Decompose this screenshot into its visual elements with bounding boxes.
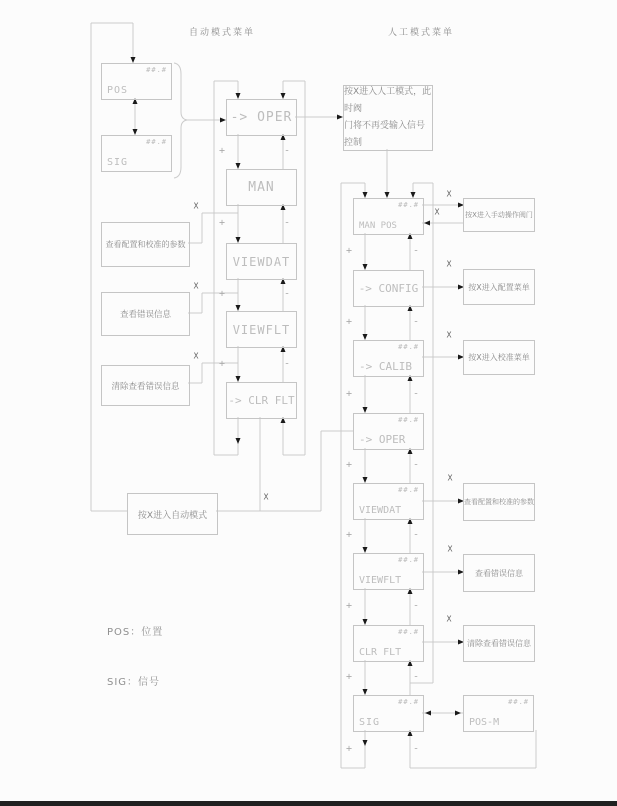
annotation-view-errors <box>101 292 190 336</box>
annotation-enter-calib <box>463 340 535 375</box>
manual-menu-item-manpos <box>353 198 424 235</box>
auto-man-label: MAN <box>248 180 275 195</box>
plus-marker: + <box>345 245 353 257</box>
minus-marker: - <box>283 217 291 229</box>
manual-viewdat-label: VIEWDAT <box>359 505 402 516</box>
manual-viewflt-value: ##.# <box>398 556 419 564</box>
manual-menu-item-sig <box>353 695 424 732</box>
press-x-marker: X <box>446 259 452 269</box>
annotation-text: 按X进入配置菜单 <box>468 282 530 292</box>
minus-marker: - <box>412 388 420 400</box>
press-x-marker: X <box>446 189 452 199</box>
plus-marker: + <box>345 671 353 683</box>
pos-m-box <box>463 695 534 732</box>
auto-clrflt-label: -> CLR FLT <box>228 394 295 407</box>
auto-menu-title: 自动模式菜单 <box>188 28 255 38</box>
press-x-marker: X <box>446 330 452 340</box>
plus-marker: + <box>345 459 353 471</box>
minus-marker: - <box>283 288 291 300</box>
press-x-marker: X <box>193 351 199 361</box>
pos-value: ##.# <box>146 66 167 74</box>
annotation-view-config-params <box>101 222 190 267</box>
minus-marker: - <box>412 316 420 328</box>
press-x-marker: X <box>193 201 199 211</box>
press-x-marker: X <box>193 281 199 291</box>
plus-marker: + <box>218 288 226 300</box>
press-x-marker: X <box>263 492 269 502</box>
enter-manual-mode-note <box>343 85 433 151</box>
annotation-clear-errors <box>101 365 190 406</box>
auto-menu-item-viewdat <box>226 243 297 280</box>
manual-clrflt-value: ##.# <box>398 628 419 636</box>
manual-menu-item-clrflt <box>353 625 424 662</box>
page-bottom-edge <box>0 801 617 806</box>
manual-viewflt-label: VIEWFLT <box>359 575 402 586</box>
manual-sig-label: SIG <box>359 717 381 728</box>
manual-menu-item-config <box>353 270 424 307</box>
manual-oper-value: ##.# <box>398 416 419 424</box>
manual-clrflt-label: CLR FLT <box>359 647 402 658</box>
calib-value: ##.# <box>398 343 419 351</box>
plus-marker: + <box>345 600 353 612</box>
auto-oper-label: -> OPER <box>230 110 293 125</box>
note-line-1: 按X进入人工模式，此时阀 <box>344 86 432 114</box>
minus-marker: - <box>412 743 420 755</box>
manual-menu-title: 人工模式菜单 <box>387 28 454 38</box>
sig-value: ##.# <box>146 138 167 146</box>
plus-marker: + <box>218 217 226 229</box>
plus-marker: + <box>218 145 226 157</box>
pos-label: POS <box>107 85 129 96</box>
annotation-view-config-params-manual <box>463 483 535 521</box>
manual-menu-item-oper <box>353 413 424 450</box>
enter-auto-mode-box <box>127 493 218 535</box>
plus-marker: + <box>218 358 226 370</box>
auto-viewdat-label: VIEWDAT <box>232 254 291 269</box>
manpos-value: ##.# <box>398 201 419 209</box>
manpos-label: MAN POS <box>359 221 397 231</box>
pos-m-label: POS-M <box>469 717 500 728</box>
annotation-text: 查看错误信息 <box>119 310 171 320</box>
annotation-view-errors-manual <box>463 554 535 592</box>
press-x-marker: X <box>434 207 440 217</box>
note-line-2: 门将不再受输入信号控制 <box>344 121 426 149</box>
minus-marker: - <box>283 145 291 157</box>
annotation-text: 按X进入校准菜单 <box>468 353 530 362</box>
manual-viewdat-value: ##.# <box>398 486 419 494</box>
sig-label: SIG <box>107 157 129 168</box>
plus-marker: + <box>345 743 353 755</box>
auto-menu-item-oper <box>226 99 297 136</box>
config-label: -> CONFIG <box>358 282 419 295</box>
manual-oper-label: -> OPER <box>359 433 406 446</box>
minus-marker: - <box>412 459 420 471</box>
legend-sig: SIG：信号 <box>107 677 161 688</box>
minus-marker: - <box>283 358 291 370</box>
minus-marker: - <box>412 671 420 683</box>
manual-menu-item-viewflt <box>353 553 424 590</box>
auto-menu-item-viewflt <box>226 311 297 348</box>
calib-label: -> CALIB <box>359 360 412 373</box>
plus-marker: + <box>345 529 353 541</box>
annotation-text: 查看错误信息 <box>475 568 523 578</box>
manual-sig-value: ##.# <box>398 698 419 706</box>
auto-sig-box <box>101 135 172 172</box>
minus-marker: - <box>412 245 420 257</box>
annotation-text: 清除查看错误信息 <box>111 381 180 392</box>
auto-pos-box <box>101 63 172 100</box>
manual-menu-item-viewdat <box>353 483 424 520</box>
enter-auto-text: 按X进入自动模式 <box>137 510 208 521</box>
plus-marker: + <box>345 316 353 328</box>
annotation-clear-errors-manual <box>463 625 535 662</box>
pos-m-value: ##.# <box>508 698 529 706</box>
plus-marker: + <box>345 388 353 400</box>
press-x-marker: X <box>446 614 452 624</box>
annotation-text: 按X进入手动操作阀门 <box>465 211 533 219</box>
press-x-marker: X <box>447 544 453 554</box>
auto-menu-item-clrflt <box>226 382 297 419</box>
minus-marker: - <box>412 529 420 541</box>
manual-menu-item-calib <box>353 340 424 377</box>
annotation-enter-config <box>463 269 535 305</box>
annotation-text: 查看配置和校准的参数 <box>105 240 186 249</box>
legend-pos: POS：位置 <box>107 627 164 638</box>
auto-viewflt-label: VIEWFLT <box>232 322 291 337</box>
minus-marker: - <box>412 600 420 612</box>
press-x-marker: X <box>447 473 453 483</box>
auto-menu-item-man <box>226 169 297 206</box>
annotation-manual-valve <box>463 198 535 232</box>
annotation-text: 查看配置和校准的参数 <box>464 498 534 506</box>
annotation-text: 清除查看错误信息 <box>467 639 531 648</box>
